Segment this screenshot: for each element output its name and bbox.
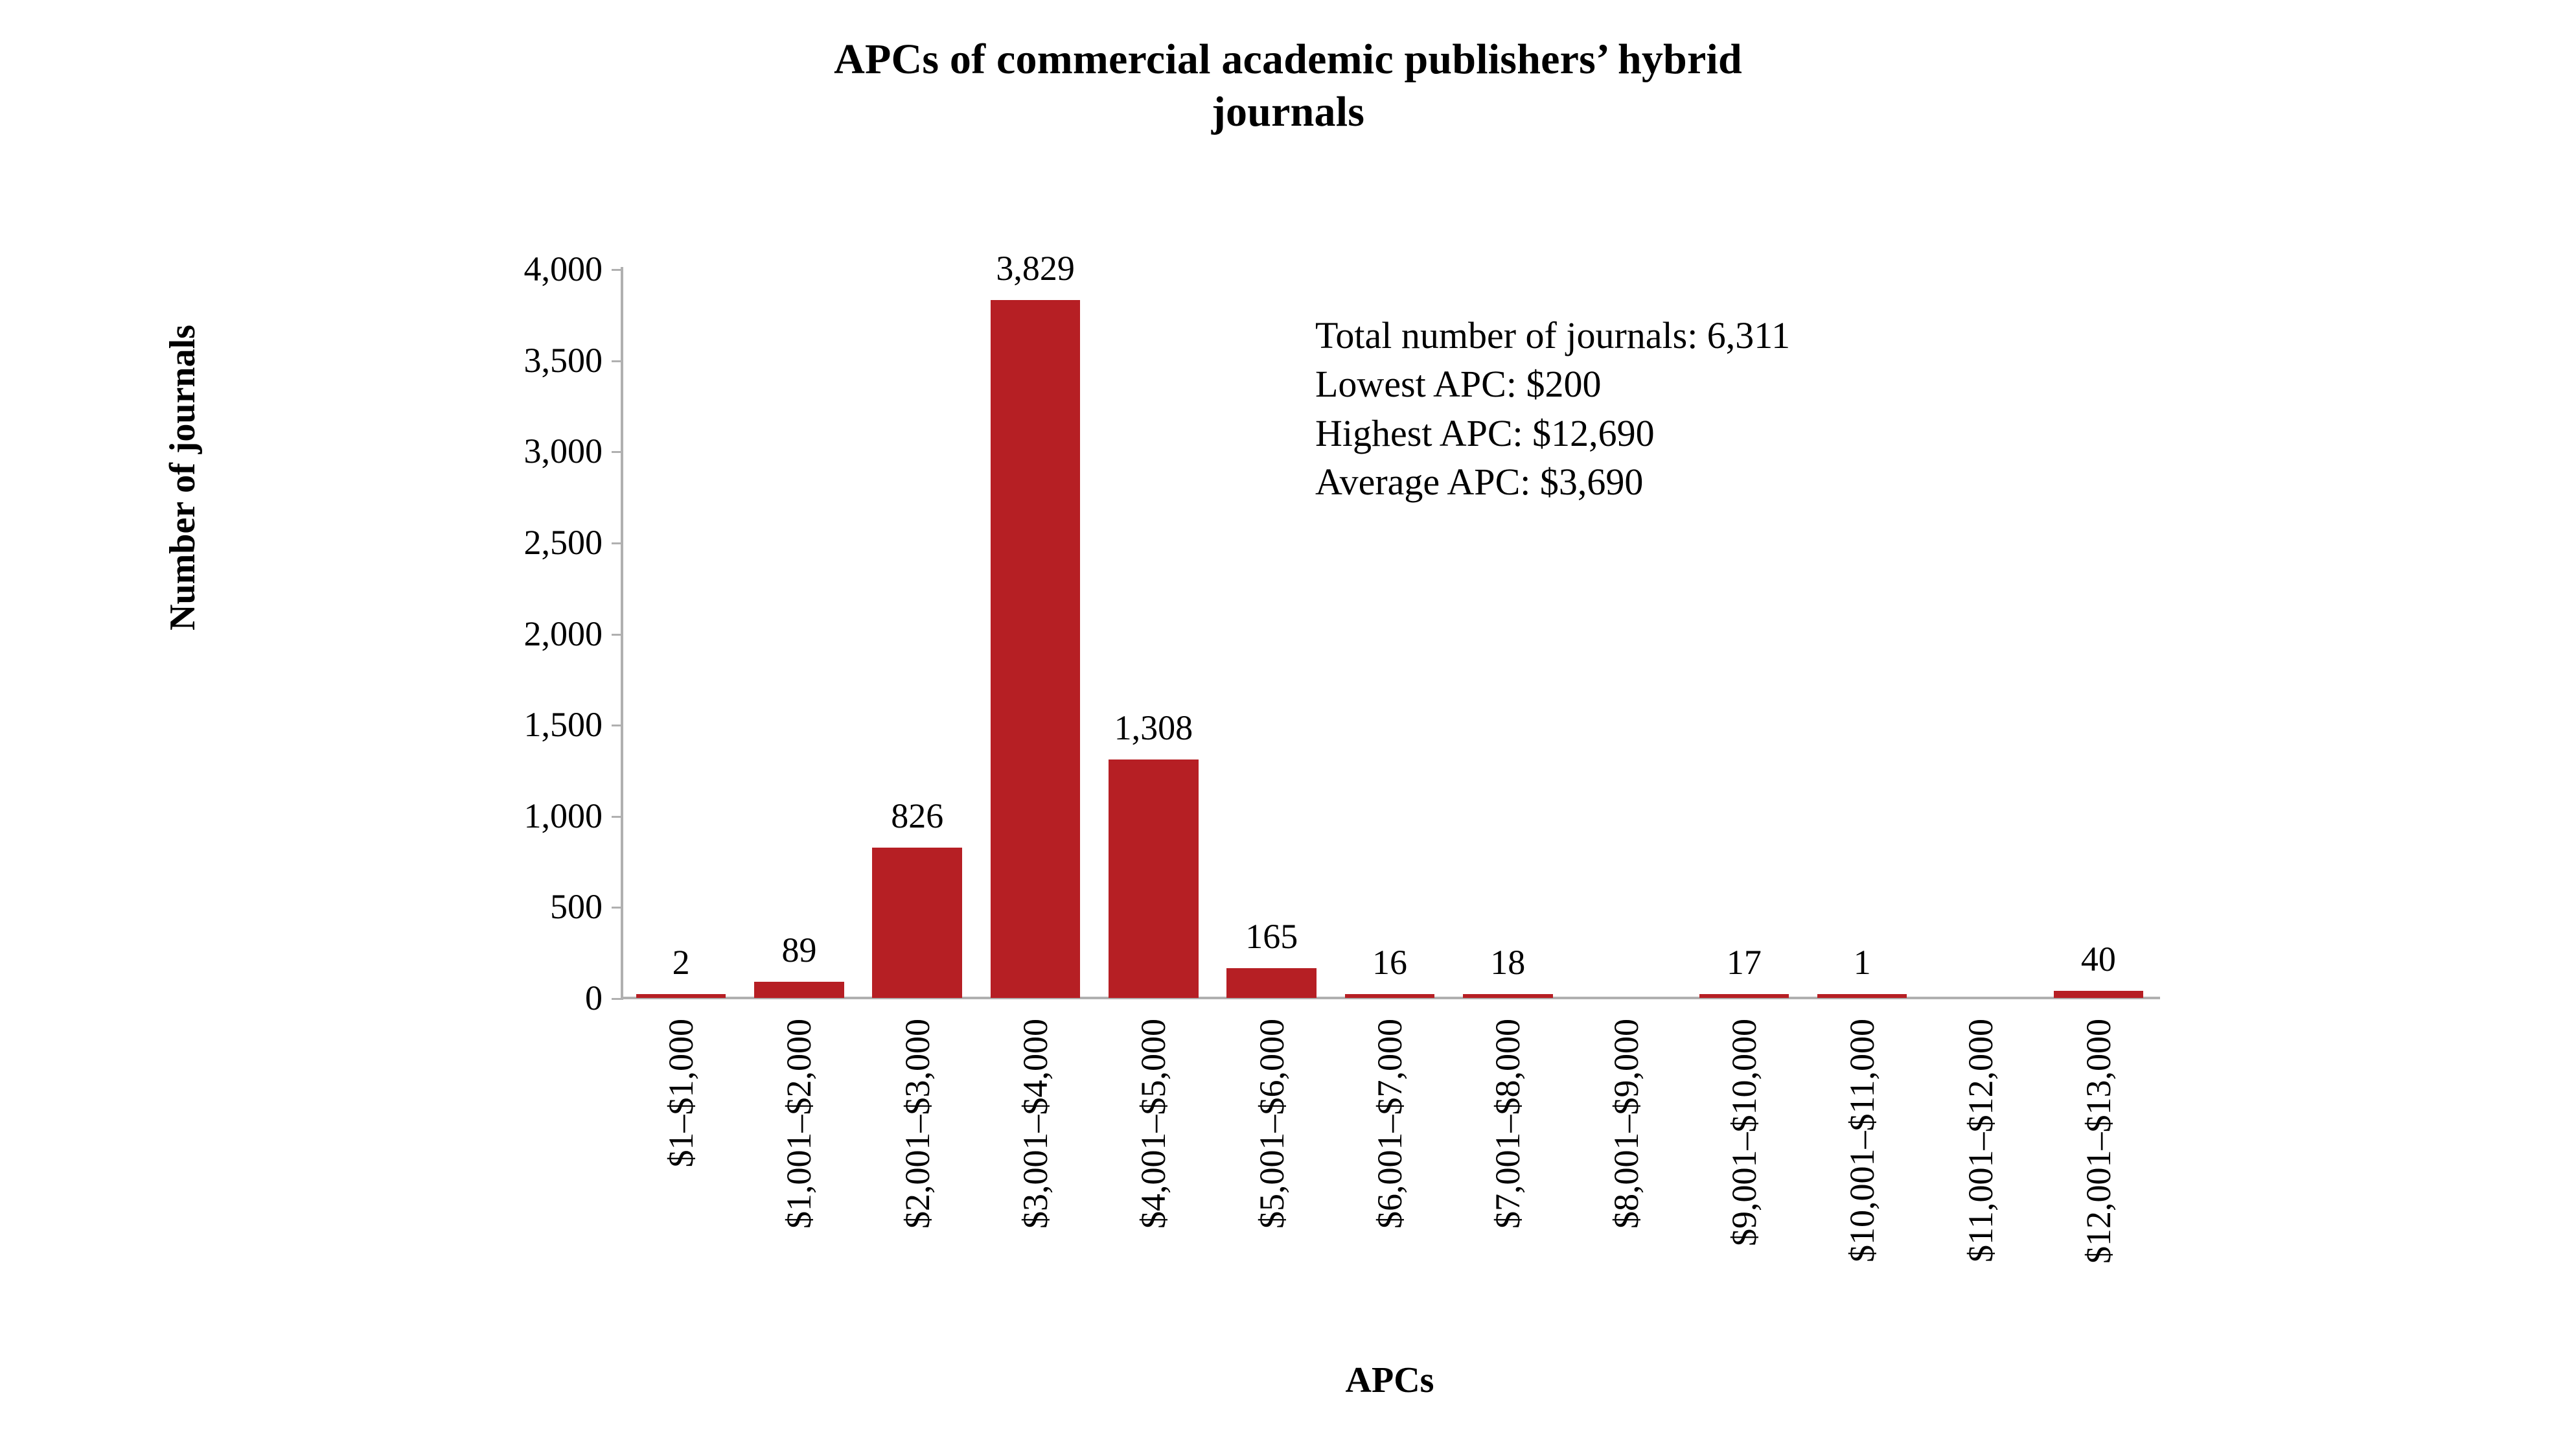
y-axis-tick-label: 3,500 (523, 340, 603, 380)
bar-value-label: 2 (672, 943, 690, 982)
x-axis-label-slot (1213, 1011, 1331, 1348)
x-axis-label-slot (858, 1011, 976, 1348)
bar[interactable] (1699, 994, 1789, 998)
bar-slot (858, 269, 976, 998)
bar-value-label: 165 (1245, 916, 1298, 956)
bar-value-label: 89 (781, 930, 817, 969)
bar[interactable] (1817, 994, 1907, 998)
chart-title (0, 34, 2576, 138)
x-axis-label-slot (1567, 1011, 1685, 1348)
x-axis-label-slot (1449, 1011, 1567, 1348)
y-axis-tick-label: 1,500 (523, 705, 603, 745)
y-axis-tick-mark (612, 451, 622, 453)
x-axis-tick-label: $9,001–$10,000 (1724, 1019, 1764, 1246)
x-axis-tick-label: $2,001–$3,000 (897, 1019, 937, 1229)
y-axis-tick-label: 0 (585, 979, 603, 1017)
bar-value-label: 3,829 (996, 249, 1075, 288)
bar-slot (976, 249, 1094, 998)
y-axis-tick-label: 500 (550, 887, 603, 927)
y-axis-tick-mark (612, 634, 622, 636)
bar[interactable] (991, 300, 1081, 998)
x-axis-tick-label: $4,001–$5,000 (1134, 1019, 1173, 1229)
y-axis-tick-mark (612, 269, 622, 271)
bar-slot (2040, 269, 2157, 998)
x-axis-label-slot (622, 1011, 740, 1348)
bar-slot (1213, 269, 1331, 998)
bar[interactable] (1109, 759, 1199, 998)
x-axis-label-slot (1685, 1011, 1803, 1348)
bar-value-label: 18 (1490, 943, 1526, 982)
y-axis-tick-label: 2,500 (523, 522, 603, 562)
y-axis-tick-labels (415, 0, 603, 1449)
x-axis-title: APCs (1345, 1360, 1434, 1400)
x-axis-label-slot (976, 1011, 1094, 1348)
y-axis-tick-mark (612, 542, 622, 544)
bar-value-label: 16 (1372, 943, 1407, 982)
x-axis-tick-label: $10,001–$11,000 (1843, 1019, 1882, 1262)
bar[interactable] (872, 848, 962, 998)
bar[interactable] (754, 982, 844, 998)
summary-annotation (1315, 311, 1790, 507)
bar-value-label: 40 (2080, 939, 2116, 979)
y-axis-tick-mark (612, 816, 622, 818)
x-axis-tick-label: $6,001–$7,000 (1370, 1019, 1409, 1229)
bar-slot (1921, 269, 2039, 998)
bar[interactable] (1345, 994, 1435, 998)
bar[interactable] (636, 994, 726, 998)
y-axis-tick-mark (612, 907, 622, 909)
chart-title-line-2: journals (1211, 87, 1365, 135)
bar-slot (622, 269, 740, 998)
x-axis-tick-label: $3,001–$4,000 (1016, 1019, 1055, 1229)
x-axis-tick-label: $8,001–$9,000 (1606, 1019, 1646, 1229)
bar-value-label: 1,308 (1114, 708, 1193, 748)
x-axis-tick-labels (622, 1011, 2157, 1348)
y-axis-tick-mark (612, 360, 622, 362)
x-axis-tick-label: $5,001–$6,000 (1252, 1019, 1291, 1229)
x-axis-label-slot (1921, 1011, 2039, 1348)
x-axis-label-slot (1331, 1011, 1449, 1348)
annotation-total: Total number of journals: 6,311 (1315, 314, 1791, 356)
y-axis-title: Number of journals (163, 325, 203, 631)
x-axis-label-slot (1094, 1011, 1212, 1348)
y-axis-tick-label: 3,000 (523, 432, 603, 471)
x-axis-tick-label: $1–$1,000 (661, 1019, 701, 1168)
bar-slot (740, 269, 858, 998)
bar[interactable] (1463, 994, 1553, 998)
bar-value-label: 826 (891, 796, 944, 835)
x-axis-label-slot (740, 1011, 858, 1348)
annotation-average: Average APC: $3,690 (1315, 461, 1644, 504)
y-axis-tick-mark (612, 998, 622, 1000)
y-axis-tick-mark (612, 724, 622, 726)
bar-value-label: 17 (1726, 943, 1762, 982)
bar-value-label: 1 (1853, 943, 1871, 982)
annotation-lowest: Lowest APC: $200 (1315, 363, 1602, 406)
bar-slot (1094, 269, 1212, 998)
x-axis-tick-label: $1,001–$2,000 (779, 1019, 819, 1229)
x-axis-tick-label: $7,001–$8,000 (1488, 1019, 1528, 1229)
x-axis-label-slot (2040, 1011, 2157, 1348)
chart-title-line-1: APCs of commercial academic publishers’ hybrid (834, 36, 1742, 83)
y-axis-tick-label: 1,000 (523, 796, 603, 835)
y-axis-tick-label: 4,000 (523, 249, 603, 288)
bar[interactable] (2054, 991, 2144, 998)
bar-slot (1803, 269, 1921, 998)
annotation-highest: Highest APC: $12,690 (1315, 412, 1655, 454)
x-axis-label-slot (1803, 1011, 1921, 1348)
x-axis-tick-label: $11,001–$12,000 (1961, 1019, 2000, 1262)
y-axis-tick-label: 2,000 (523, 614, 603, 653)
x-axis-tick-label: $12,001–$13,000 (2078, 1019, 2118, 1264)
